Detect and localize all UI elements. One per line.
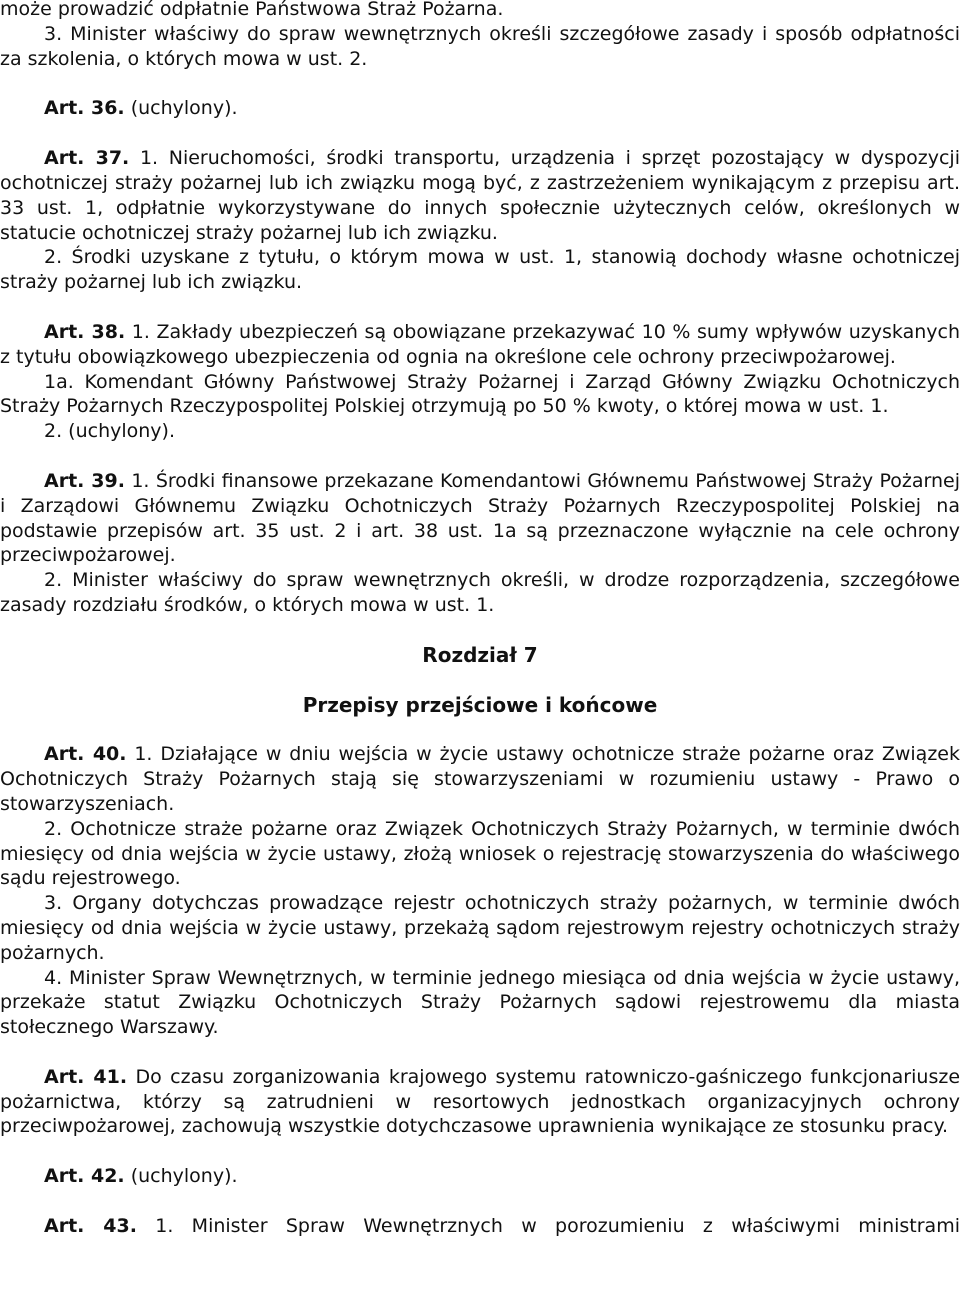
article-text: 1. Działające w dniu wejścia w życie ustawy ochotnicze straże pożarne oraz Związek Ochotniczych Straży Pożarnych stają się stowarzyszeniami w rozumieniu ustawy - Prawo o stowarzyszeniach.	[0, 743, 960, 815]
spacer	[0, 444, 960, 469]
spacer	[0, 1139, 960, 1164]
spacer	[0, 121, 960, 146]
article-43	[0, 1214, 960, 1239]
article-36	[0, 96, 960, 121]
article-number: Art. 39.	[44, 469, 125, 492]
spacer	[0, 295, 960, 320]
article-39	[0, 469, 960, 568]
article-text: (uchylony).	[124, 97, 238, 120]
spacer	[0, 1189, 960, 1214]
article-number: Art. 40.	[44, 743, 127, 766]
article-text: 1. Środki finansowe przekazane Komendantowi Głównemu Państwowej Straży Pożarnej i Zarządowi Głównemu Związku Ochotniczych Straży Pożarnych Rzeczypospolitej Polskiej na podstawie przepisów art. 35 ust. 2 i art. 38 ust. 1a są przeznaczone wyłącznie na cele ochrony przeciwpożarowej.	[0, 469, 960, 567]
article-37	[0, 146, 960, 245]
article-42	[0, 1164, 960, 1189]
spacer	[0, 71, 960, 96]
paragraph: 3. Organy dotychczas prowadzące rejestr ochotniczych straży pożarnych, w terminie dwóch miesięcy od dnia wejścia w życie ustawy, przekażą sądom rejestrowym rejestry ochotniczych straży pożarnych.	[0, 892, 960, 964]
article-number: Art. 43.	[44, 1215, 137, 1238]
article-number: Art. 42.	[44, 1165, 125, 1188]
article-text: 1. Minister Spraw Wewnętrznych w porozumieniu z właściwymi ministrami	[136, 1215, 960, 1238]
article-number: Art. 37.	[44, 147, 130, 170]
paragraph: 2. Minister właściwy do spraw wewnętrznych określi, w drodze rozporządzenia, szczegółowe zasady rozdziału środków, o których mowa w ust. 1.	[0, 569, 960, 616]
chapter-heading: Rozdział 7	[422, 642, 538, 667]
spacer	[0, 618, 960, 643]
spacer	[0, 668, 960, 693]
paragraph: 2. Ochotnicze straże pożarne oraz Związek Ochotniczych Straży Pożarnych, w terminie dwóch miesięcy od dnia wejścia w życie ustawy, złożą wniosek o rejestrację stowarzyszenia do właściwego sądu rejestrowego.	[0, 817, 960, 890]
paragraph: może prowadzić odpłatnie Państwowa Straż Pożarna.	[0, 0, 504, 20]
article-text: Do czasu zorganizowania krajowego systemu ratowniczo-gaśniczego funkcjonariusze pożarnictwa, którzy są zatrudnieni w resortowych jednostkach organizacyjnych ochrony przeciwpożarowej, zachowują wszystkie dotychczasowe uprawnienia wynikające ze stosunku pracy.	[0, 1065, 960, 1138]
paragraph: 3. Minister właściwy do spraw wewnętrznych określi szczegółowe zasady i sposób odpłatności za szkolenia, o których mowa w ust. 2.	[0, 22, 960, 70]
paragraph: 4. Minister Spraw Wewnętrznych, w terminie jednego miesiąca od dnia wejścia w życie ustawy, przekaże statut Związku Ochotniczych Straży Pożarnych sądowi rejestrowemu dla miasta stołecznego Warszawy.	[0, 966, 960, 1039]
article-number: Art. 41.	[44, 1065, 128, 1088]
article-text: 1. Nieruchomości, środki transportu, urządzenia i sprzęt pozostający w dyspozycji ochotniczej straży pożarnej lub ich związku mogą być, z zastrzeżeniem wynikającym z przepisu art. 33 ust. 1, odpłatnie wykorzystywane do innych społecznie użytecznych celów, określonych w statucie ochotniczej straży pożarnej lub ich związku.	[0, 147, 960, 244]
article-41	[0, 1065, 960, 1139]
article-number: Art. 36.	[44, 97, 125, 120]
chapter-title: Przepisy przejściowe i końcowe	[302, 692, 658, 717]
spacer	[0, 717, 960, 742]
paragraph: 2. Środki uzyskane z tytułu, o którym mowa w ust. 1, stanowią dochody własne ochotniczej straży pożarnej lub ich związku.	[0, 246, 960, 294]
article-text: 1. Zakłady ubezpieczeń są obowiązane przekazywać 10 % sumy wpływów uzyskanych z tytułu obowiązkowego ubezpieczenia od ognia na określone cele ochrony przeciwpożarowej.	[0, 320, 960, 368]
spacer	[0, 1040, 960, 1065]
article-text: (uchylony).	[124, 1165, 238, 1188]
article-number: Art. 38.	[44, 320, 126, 343]
article-40	[0, 742, 960, 816]
paragraph: 2. (uchylony).	[44, 420, 175, 443]
paragraph: 1a. Komendant Główny Państwowej Straży Pożarnej i Zarząd Główny Związku Ochotniczych Straży Pożarnych Rzeczypospolitej Polskiej otrzymują po 50 % kwoty, o której mowa w ust. 1.	[0, 370, 960, 418]
article-38	[0, 320, 960, 370]
